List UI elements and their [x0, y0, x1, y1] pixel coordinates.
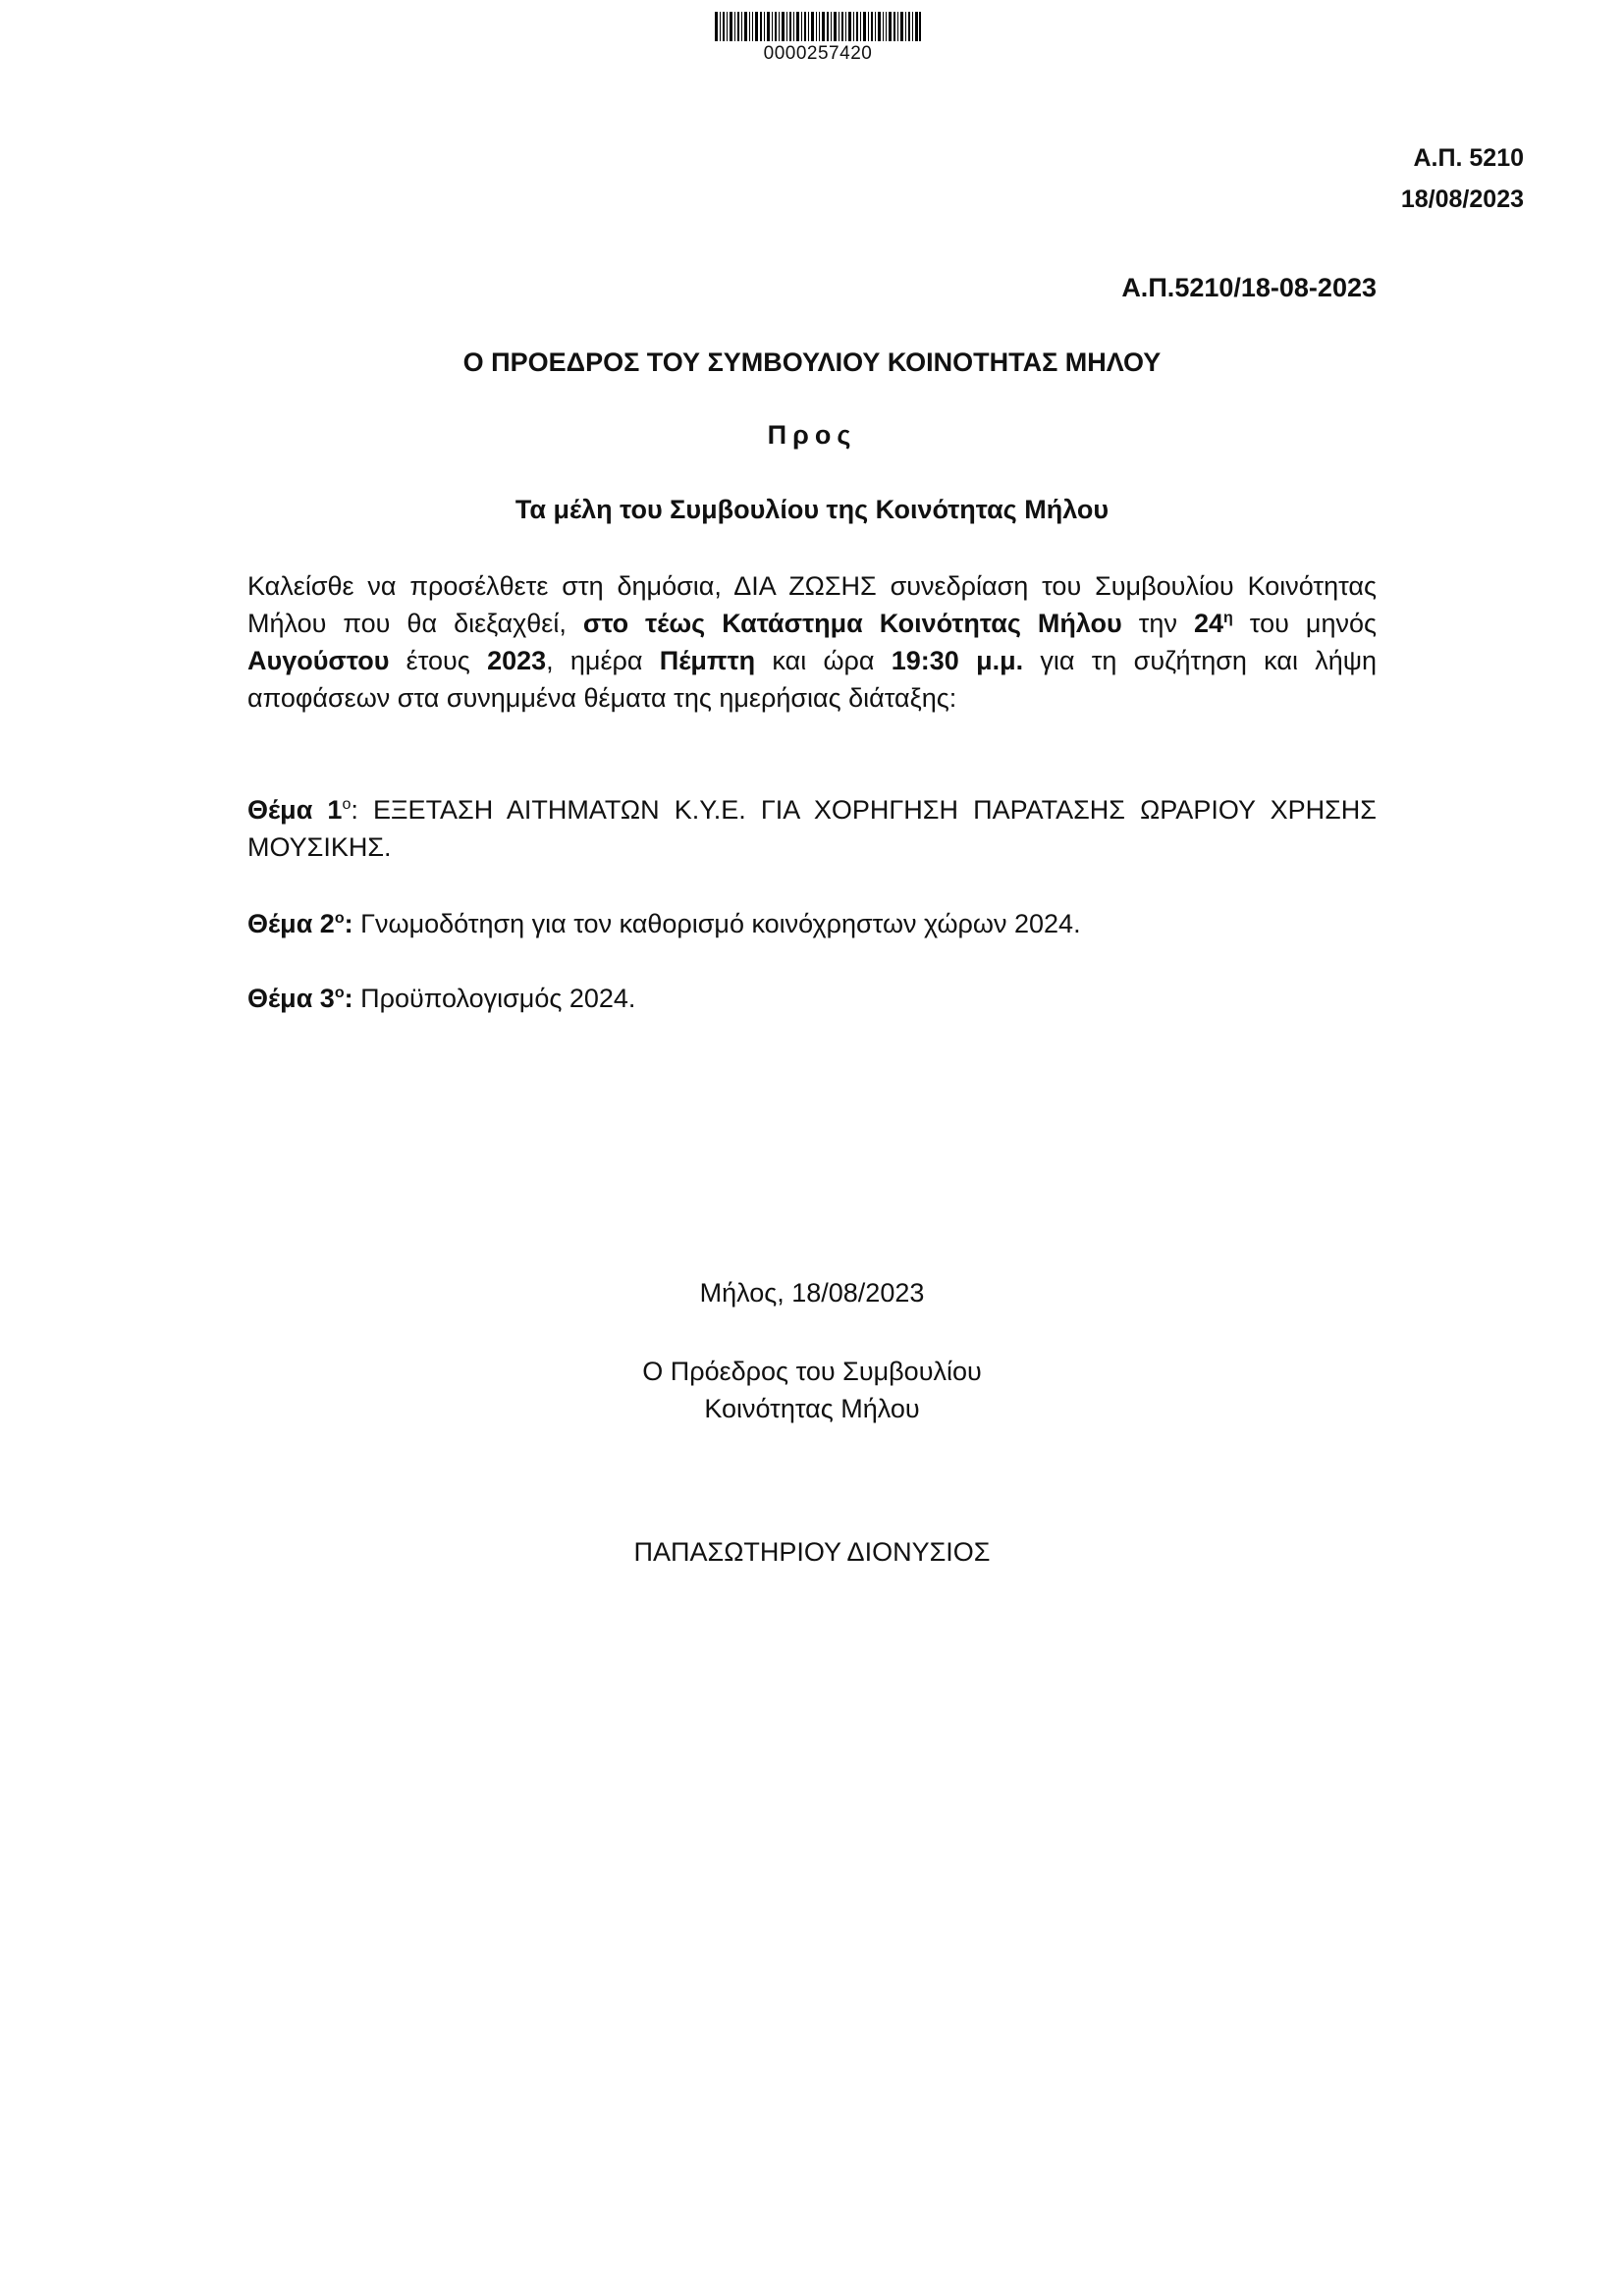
invitation-text-5: , ημέρα [546, 646, 660, 675]
topic-label: Θέμα 2 [247, 909, 335, 938]
place-and-date: Μήλος, 18/08/2023 [699, 1278, 925, 1308]
signatory-role-line-2: Κοινότητας Μήλου [704, 1394, 920, 1423]
meeting-day-suffix: η [1223, 610, 1233, 626]
topic-text: Προϋπολογισμός 2024. [352, 984, 636, 1013]
topic-ordinal: ο [334, 985, 345, 1001]
meeting-weekday: Πέμπτη [659, 646, 756, 675]
invitation-text-6: και ώρα [755, 646, 892, 675]
topic-text: Γνωμοδότηση για τον καθορισμό κοινόχρηστων χώρων 2024. [352, 909, 1081, 938]
barcode-image [715, 12, 921, 41]
stamp-protocol-number: Α.Π. 5210 [1413, 144, 1524, 172]
recipients-line: Τα μέλη του Συμβουλίου της Κοινότητας Μήλου [514, 495, 1110, 524]
meeting-month: Αυγούστου [247, 646, 390, 675]
meeting-time: 19:30 μ.μ. [891, 646, 1024, 675]
protocol-stamp [1401, 137, 1524, 220]
agenda-topic-1 [247, 791, 1377, 866]
meeting-day-number: 24 [1193, 609, 1224, 638]
invitation-text-1: Καλείσθε να προσέλθετε στη δημόσια, ΔΙΑ ΖΩΣΗΣ συνεδρίαση του Συμβουλίου Κοινότητας Μήλου που θα διεξαχθεί, [247, 571, 1377, 638]
protocol-reference: Α.Π.5210/18-08-2023 [1121, 273, 1377, 302]
invitation-text-3: του μηνός [1232, 609, 1377, 638]
topic-colon: : [344, 984, 353, 1013]
signatory-name: ΠΑΠΑΣΩΤΗΡΙΟΥ ΔΙΟΝΥΣΙΟΣ [633, 1537, 991, 1567]
meeting-day [1194, 609, 1233, 638]
invitation-text-2: την [1121, 609, 1194, 638]
signatory-role [247, 1353, 1377, 1427]
meeting-year: 2023 [487, 646, 547, 675]
document-title: Ο ΠΡΟΕΔΡΟΣ ΤΟΥ ΣΥΜΒΟΥΛΙΟΥ ΚΟΙΝΟΤΗΤΑΣ ΜΗΛΟΥ [462, 347, 1162, 377]
topic-text: ΕΞΕΤΑΣΗ ΑΙΤΗΜΑΤΩΝ Κ.Υ.Ε. ΓΙΑ ΧΟΡΗΓΗΣΗ ΠΑΡΑΤΑΣΗΣ ΩΡΑΡΙΟΥ ΧΡΗΣΗΣ ΜΟΥΣΙΚΗΣ. [247, 795, 1377, 862]
stamp-date: 18/08/2023 [1400, 186, 1524, 213]
invitation-text-4: έτους [389, 646, 488, 675]
invitation-text-7: για τη συζήτηση και λήψη αποφάσεων στα συνημμένα θέματα της ημερήσιας διάταξης: [247, 646, 1377, 713]
invitation-paragraph [247, 567, 1377, 717]
signatory-role-line-1: Ο Πρόεδρος του Συμβουλίου [642, 1357, 982, 1386]
agenda-topic-3 [247, 980, 1377, 1017]
topic-colon: : [344, 909, 353, 938]
topic-label: Θέμα 3 [247, 984, 335, 1013]
to-label: Προς [767, 420, 857, 450]
agenda-topic-2 [247, 905, 1377, 942]
topic-colon: : [351, 795, 358, 825]
meeting-location: στο τέως Κατάστημα Κοινότητας Μήλου [582, 609, 1122, 638]
topic-ordinal: ο [334, 910, 345, 927]
topic-label: Θέμα 1 [247, 795, 343, 825]
topic-ordinal: ο [342, 796, 352, 813]
barcode-number: 0000257420 [763, 43, 873, 64]
